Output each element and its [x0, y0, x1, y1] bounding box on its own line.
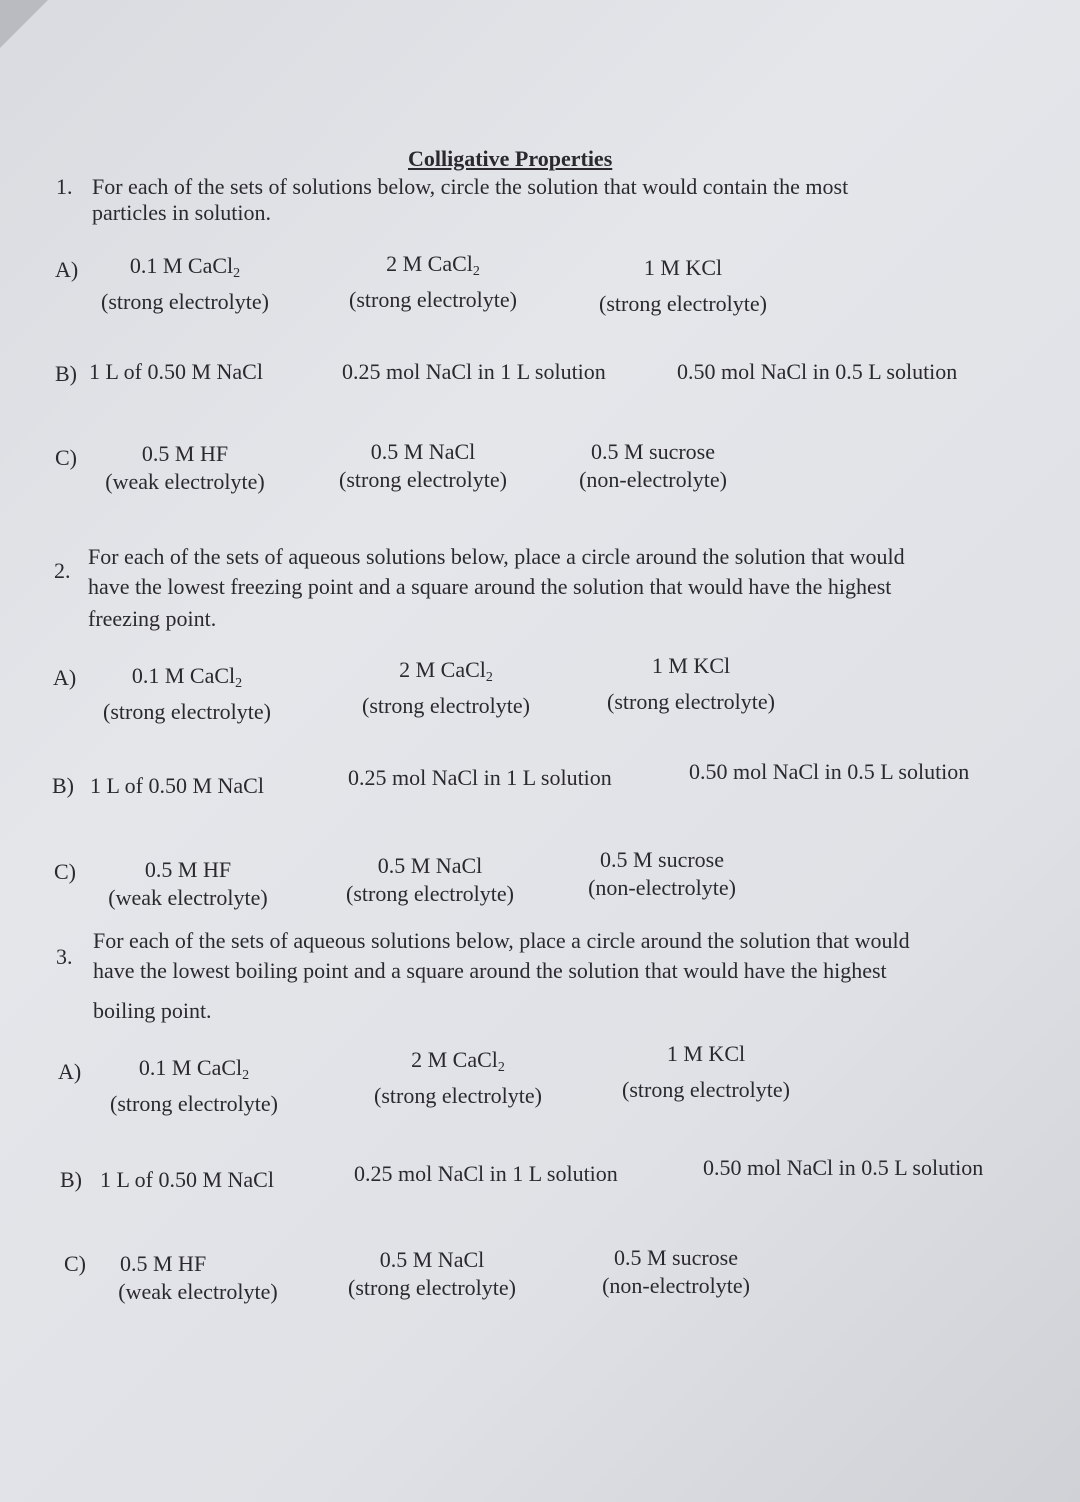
- q3-set-a: [58, 1041, 1048, 1116]
- option-q2b-1[interactable]: 1 L of 0.50 M NaCl: [90, 773, 264, 798]
- option-type: (strong electrolyte): [101, 289, 269, 314]
- option-formula: 0.5 M sucrose: [613, 1245, 739, 1270]
- option-type: (strong electrolyte): [374, 1083, 542, 1108]
- question-number: 2.: [54, 558, 71, 583]
- set-label: C): [55, 445, 77, 470]
- option-q1b-1[interactable]: 1 L of 0.50 M NaCl: [89, 359, 263, 384]
- question-1: [56, 172, 1016, 232]
- option-type: (strong electrolyte): [349, 287, 517, 312]
- page-corner-shadow: [0, 0, 48, 48]
- set-label: B): [55, 361, 77, 386]
- option-formula: 0.5 M sucrose: [599, 847, 725, 872]
- option-formula: 0.1 M CaCl$_2$: [131, 663, 243, 691]
- option-type: (non-electrolyte): [588, 875, 736, 900]
- q2-set-a: [53, 653, 1043, 724]
- option-q3c-2[interactable]: [332, 1246, 532, 1302]
- option-formula: 2 M CaCl$_2$: [411, 1047, 505, 1075]
- set-label: C): [54, 859, 76, 884]
- option-q3b-1[interactable]: 1 L of 0.50 M NaCl: [100, 1167, 274, 1192]
- question-2: [54, 542, 1044, 634]
- question-text-line: For each of the sets of solutions below, circle the solution that would contain the most: [92, 174, 849, 199]
- option-type: (strong electrolyte): [362, 693, 530, 718]
- option-q1a-3[interactable]: [583, 254, 783, 318]
- question-text-line: For each of the sets of aqueous solutions below, place a circle around the solution that would: [93, 928, 910, 953]
- option-type: (weak electrolyte): [105, 469, 265, 494]
- option-q3a-3[interactable]: [606, 1040, 806, 1104]
- option-formula: 0.5 M HF: [144, 857, 232, 882]
- option-formula: 0.5 M NaCl: [379, 1247, 485, 1272]
- option-formula: 1 M KCl: [651, 653, 731, 678]
- option-q2c-3[interactable]: [562, 846, 762, 902]
- option-type: (weak electrolyte): [108, 885, 268, 910]
- question-text-line: boiling point.: [93, 998, 212, 1023]
- q3-set-b: [60, 1155, 1050, 1192]
- option-q1a-1[interactable]: [85, 252, 285, 316]
- option-q1c-2[interactable]: [323, 438, 523, 494]
- option-type: (strong electrolyte): [622, 1077, 790, 1102]
- question-text-line: freezing point.: [88, 606, 217, 631]
- question-text-line: particles in solution.: [92, 200, 272, 225]
- option-formula: 2 M CaCl$_2$: [399, 657, 493, 685]
- option-q3b-2[interactable]: 0.25 mol NaCl in 1 L solution: [354, 1161, 618, 1186]
- option-q3a-1[interactable]: [94, 1054, 294, 1118]
- option-q1b-3[interactable]: 0.50 mol NaCl in 0.5 L solution: [677, 359, 958, 384]
- option-formula: 0.5 M HF: [120, 1251, 207, 1276]
- option-q1a-2[interactable]: [333, 250, 533, 314]
- question-3: [56, 926, 1046, 1022]
- option-type: (strong electrolyte): [339, 467, 507, 492]
- option-q2a-1[interactable]: [87, 662, 287, 726]
- option-type: (strong electrolyte): [346, 881, 514, 906]
- worksheet-title: Colligative Properties: [408, 146, 613, 171]
- option-q2b-3[interactable]: 0.50 mol NaCl in 0.5 L solution: [689, 759, 970, 784]
- question-text-line: For each of the sets of aqueous solutions below, place a circle around the solution that would: [88, 544, 905, 569]
- q3-set-c: [64, 1246, 1054, 1306]
- set-label: A): [53, 665, 77, 690]
- option-type: (weak electrolyte): [118, 1279, 278, 1304]
- set-label: B): [60, 1167, 82, 1192]
- option-q3c-1[interactable]: [98, 1250, 298, 1306]
- option-q1c-3[interactable]: [553, 438, 753, 494]
- option-q3c-3[interactable]: [576, 1244, 776, 1300]
- q1-set-c: [55, 440, 1035, 500]
- option-formula: 1 M KCl: [666, 1041, 746, 1066]
- option-type: (strong electrolyte): [110, 1091, 278, 1116]
- option-q2c-1[interactable]: [88, 856, 288, 912]
- option-formula: 0.5 M NaCl: [377, 853, 483, 878]
- option-formula: 0.1 M CaCl$_2$: [138, 1055, 250, 1083]
- option-formula: 0.5 M NaCl: [370, 439, 476, 464]
- option-formula: 2 M CaCl$_2$: [386, 251, 480, 279]
- option-type: (strong electrolyte): [599, 291, 767, 316]
- question-number: 3.: [56, 944, 73, 969]
- set-label: A): [55, 257, 79, 282]
- question-text-line: have the lowest freezing point and a square around the solution that would have the highest: [88, 574, 892, 599]
- option-q3b-3[interactable]: 0.50 mol NaCl in 0.5 L solution: [703, 1155, 984, 1180]
- option-type: (non-electrolyte): [602, 1273, 750, 1298]
- option-q1c-1[interactable]: [85, 440, 285, 496]
- set-label: A): [58, 1059, 82, 1084]
- option-q3a-2[interactable]: [358, 1046, 558, 1110]
- question-number: 1.: [56, 174, 73, 199]
- option-q2a-2[interactable]: [346, 656, 546, 720]
- option-formula: 0.1 M CaCl$_2$: [129, 253, 241, 281]
- q1-set-a: [55, 251, 1035, 316]
- q2-set-b: [52, 759, 1042, 798]
- set-label: C): [64, 1251, 86, 1276]
- option-formula: 0.5 M sucrose: [590, 439, 716, 464]
- option-formula: 0.5 M HF: [141, 441, 229, 466]
- q2-set-c: [54, 847, 1044, 912]
- option-q2b-2[interactable]: 0.25 mol NaCl in 1 L solution: [348, 765, 612, 790]
- option-type: (non-electrolyte): [579, 467, 727, 492]
- option-q2a-3[interactable]: [591, 652, 791, 716]
- option-q1b-2[interactable]: 0.25 mol NaCl in 1 L solution: [342, 359, 606, 384]
- question-text-line: have the lowest boiling point and a square around the solution that would have the highest: [93, 958, 887, 983]
- option-type: (strong electrolyte): [103, 699, 271, 724]
- option-type: (strong electrolyte): [348, 1275, 516, 1300]
- option-q2c-2[interactable]: [330, 852, 530, 908]
- q1-set-b: [55, 358, 1045, 388]
- option-formula: 1 M KCl: [643, 255, 723, 280]
- option-type: (strong electrolyte): [607, 689, 775, 714]
- set-label: B): [52, 773, 74, 798]
